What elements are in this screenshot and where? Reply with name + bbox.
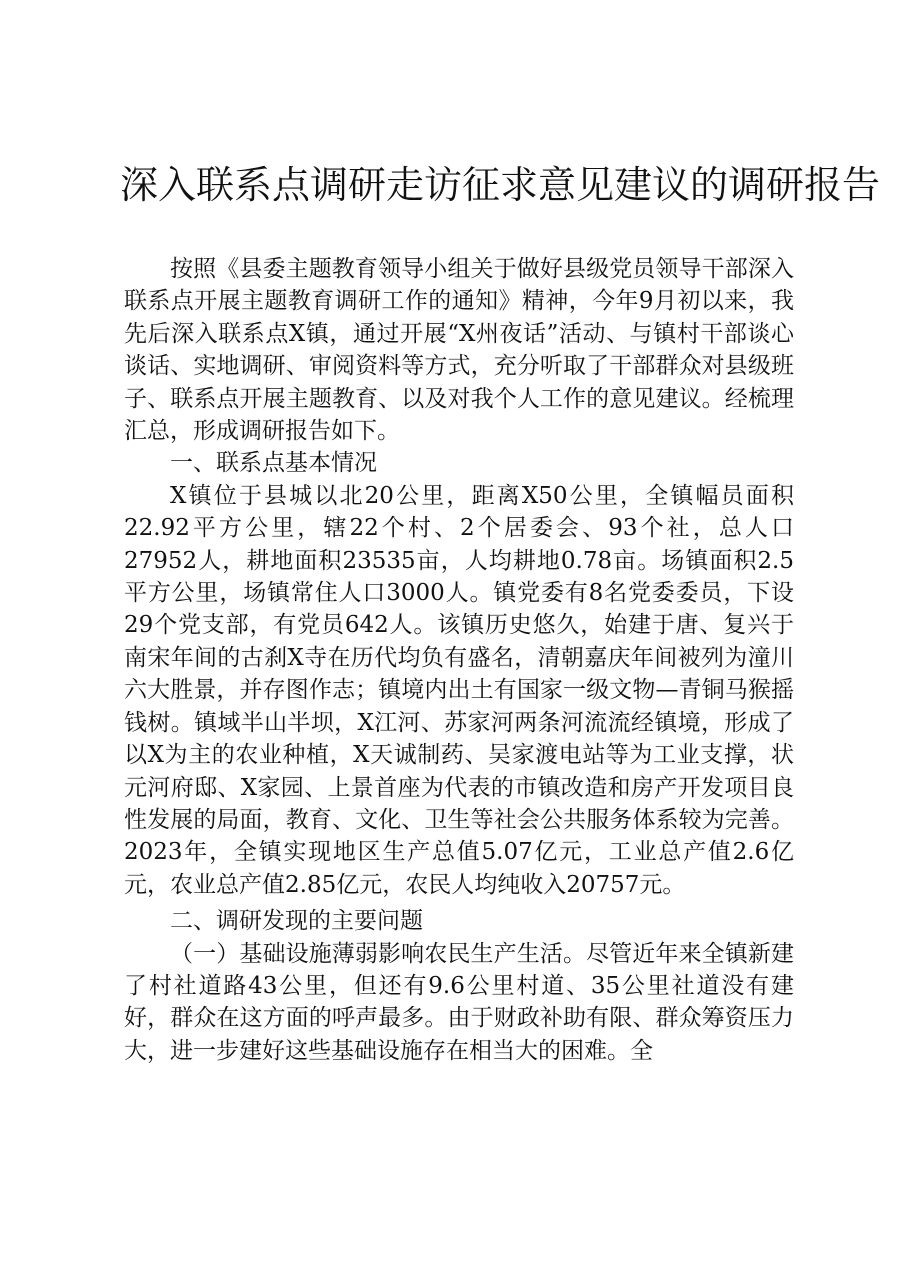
document-body: [124, 253, 794, 1067]
document-title: 深入联系点调研走访征求意见建议的调研报告: [120, 163, 881, 207]
intro-paragraph: 按照《县委主题教育领导小组关于做好县级党员领导干部深入联系点开展主题教育调研工作的通知》精神，今年9月初以来，我先后深入联系点X镇，通过开展“X州夜话”活动、与镇村干部谈心谈话、实地调研、审阅资料等方式，充分听取了干部群众对县级班子、联系点开展主题教育、以及对我个人工作的意见建议。经梳理汇总，形成调研报告如下。: [124, 256, 794, 445]
problem-1-lead: （一）基础设施薄弱影响农民生产生活。: [170, 940, 587, 967]
problem-paragraph-1: [124, 938, 794, 1068]
section-heading-basic-info: 一、联系点基本情况: [170, 450, 377, 477]
section-paragraph-basic-info: X镇位于县城以北20公里，距离X50公里，全镇幅员面积22.92平方公里，辖22个村、2个居委会、93个社，总人口27952人，耕地面积23535亩，人均耕地0.78亩。场镇面积2.5平方公里，场镇常住人口3000人。镇党委有8名党委委员，下设29个党支部，有党员642人。该镇历史悠久，始建于唐、复兴于南宋年间的古刹X寺在历代均负有盛名，清朝嘉庆年间被列为潼川六大胜景，并存图作志；镇境内出土有国家一级文物—青铜马猴摇钱树。镇域半山半坝，X江河、苏家河两条河流流经镇境，形成了以X为主的农业种植，X天诚制药、吴家渡电站等为工业支撑，状元河府邸、X家园、上景首座为代表的市镇改造和房产开发项目良性发展的局面，教育、文化、卫生等社会公共服务体系较为完善。2023年，全镇实现地区生产总值5.07亿元，工业总产值2.6亿元，农业总产值2.85亿元，农民人均纯收入20757元。: [124, 482, 794, 898]
problem-1-text: 尽管近年来全镇新建了村社道路43公里，但还有9.6公里村道、35公里社道没有建好，群众在这方面的呼声最多。由于财政补助有限、群众筹资压力大，进一步建好这些基础设施存在相当大的困难。全: [124, 940, 795, 1064]
section-heading-main-problems: 二、调研发现的主要问题: [170, 908, 423, 935]
